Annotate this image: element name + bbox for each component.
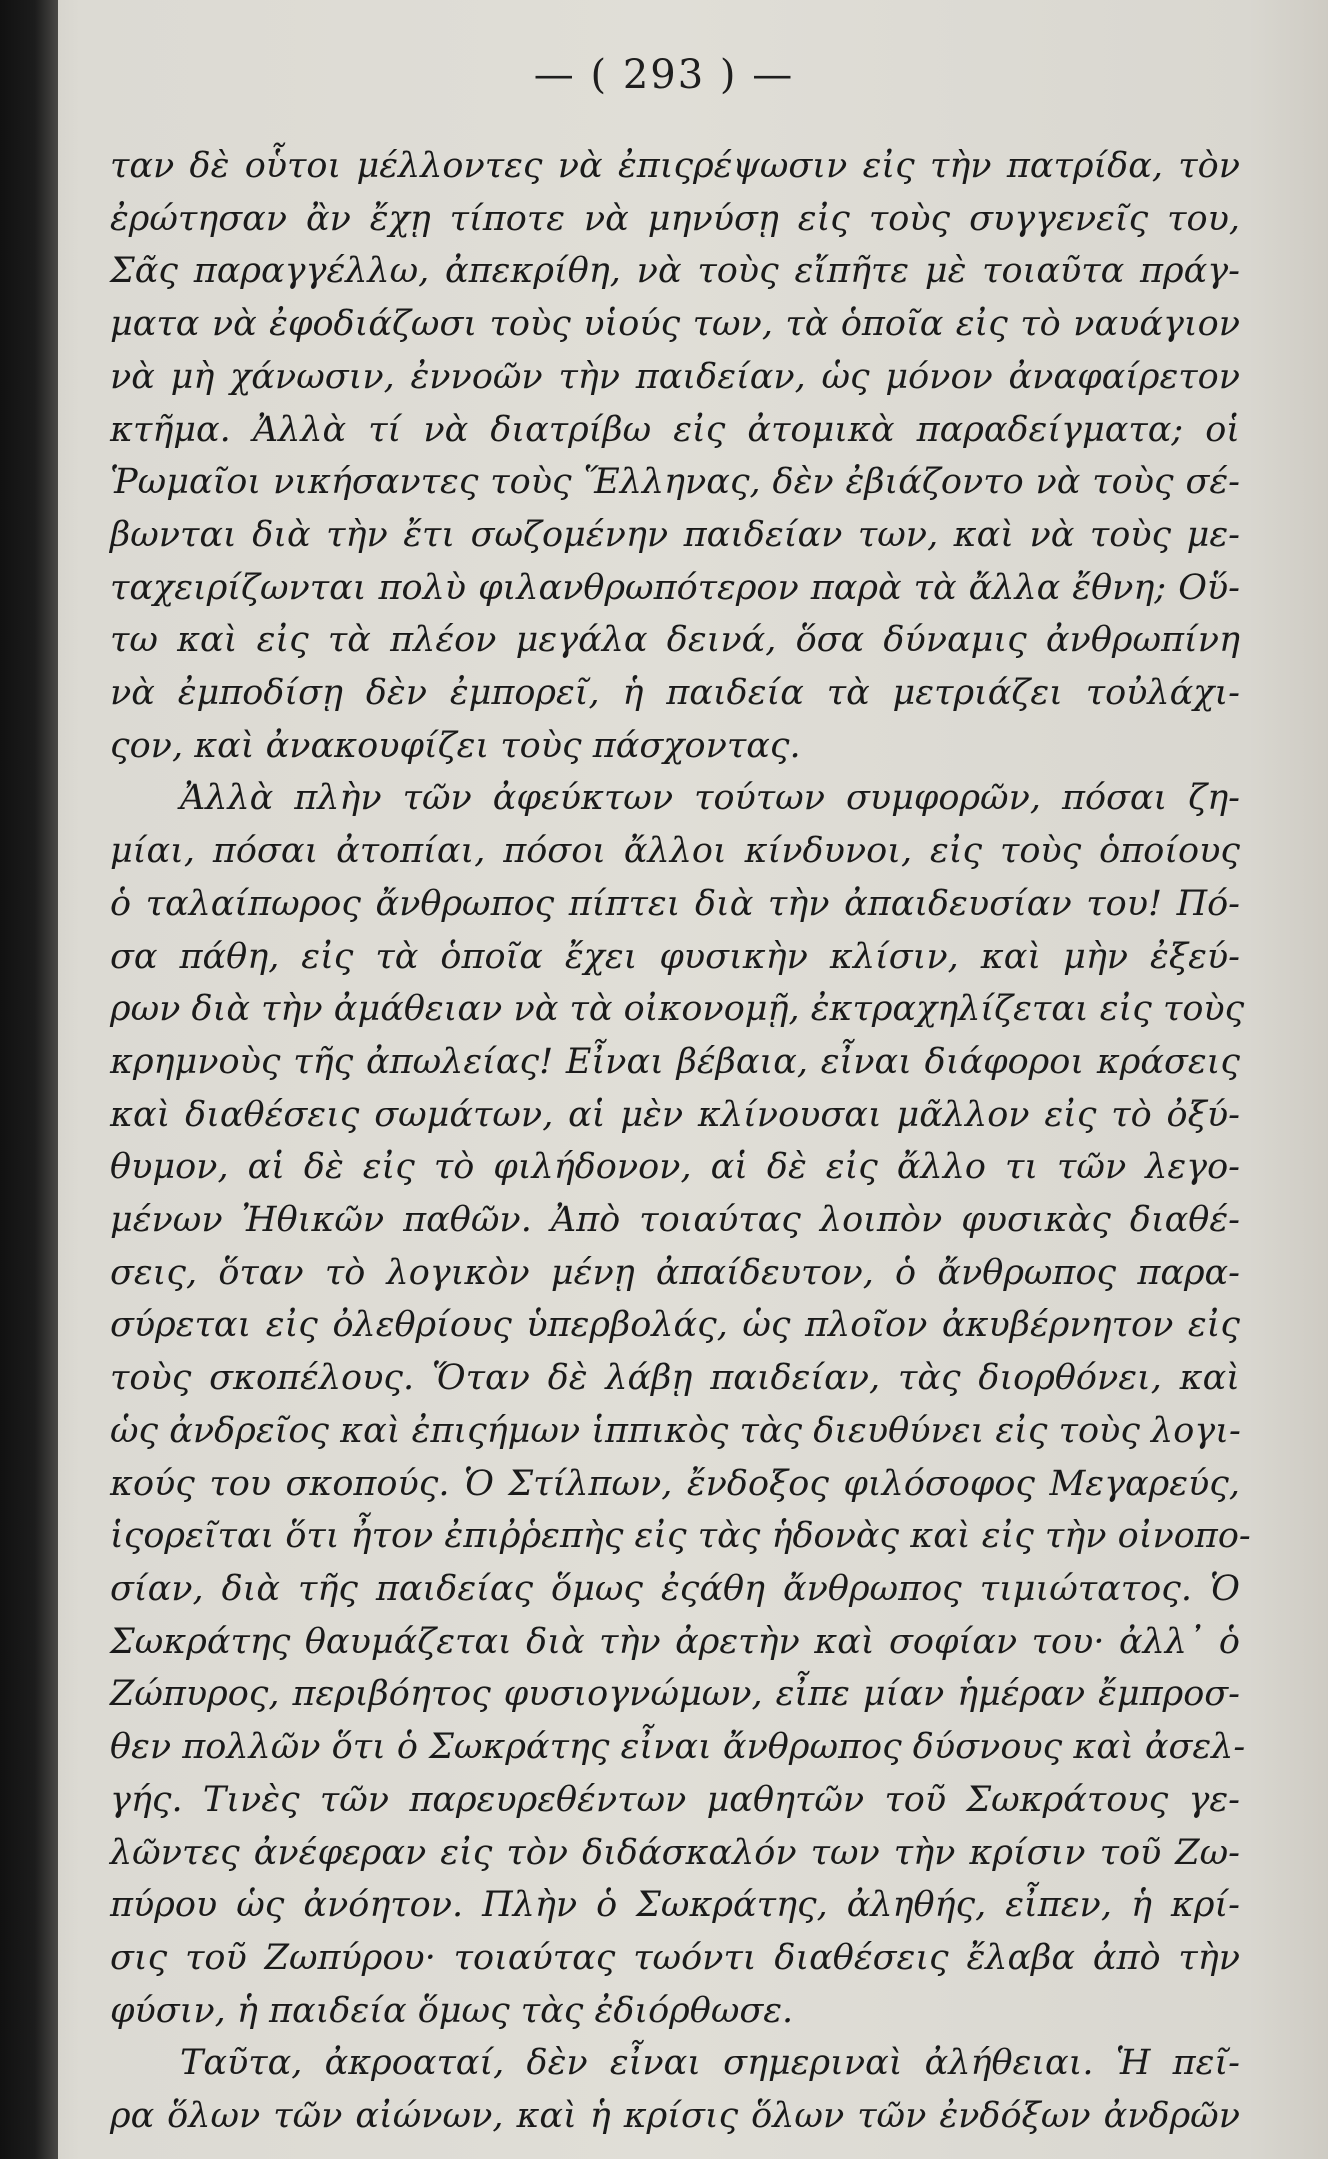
text-line: Ζώπυρος, περιβόητος φυσιογνώμων, εἶπε μίαν ἡμέραν ἔμπροσ- — [110, 1674, 1240, 1715]
text-line: ὡς ἀνδρεῖος καὶ ἐπιςήμων ἱππικὸς τὰς διευθύνει εἰς τοὺς λογι- — [110, 1410, 1241, 1451]
text-line: σίαν, διὰ τῆς παιδείας ὅμως ἐςάθη ἄνθρωπος τιμιώτατος. Ὁ — [110, 1568, 1240, 1609]
text-line: Σᾶς παραγγέλλω, ἀπεκρίθη, νὰ τοὺς εἴπῆτε μὲ τοιαῦτα πράγ- — [110, 251, 1240, 292]
text-line: ματα νὰ ἐφοδιάζωσι τοὺς υἱούς των, τὰ ὁποῖα εἰς τὸ ναυάγιον — [110, 304, 1240, 345]
text-line: νὰ μὴ χάνωσιν, ἐννοῶν τὴν παιδείαν, ὡς μόνον ἀναφαίρετον — [110, 356, 1240, 397]
text-line: σύρεται εἰς ὀλεθρίους ὑπερβολάς, ὡς πλοῖον ἀκυβέρνητον εἰς — [110, 1305, 1240, 1346]
text-line: νὰ ἐμποδίσῃ δὲν ἐμπορεῖ, ἡ παιδεία τὰ μετριάζει τοὐλάχι- — [110, 673, 1240, 714]
text-line: σεις, ὅταν τὸ λογικὸν μένῃ ἀπαίδευτον, ὁ ἄνθρωπος παρα- — [110, 1252, 1240, 1293]
text-line: σα πάθη, εἰς τὰ ὁποῖα ἔχει φυσικὴν κλίσιν, καὶ μὴν ἐξεύ- — [110, 936, 1240, 977]
paragraph-end-line: ςον, καὶ ἀνακουφίζει τοὺς πάσχοντας. — [110, 725, 801, 766]
paragraph-start-line: Ταῦτα, ἀκροαταί, δὲν εἶναι σημεριναὶ ἀλήθειαι. Ἡ πεῖ- — [180, 2043, 1240, 2084]
text-line: κτῆμα. Ἀλλὰ τί νὰ διατρίβω εἰς ἀτομικὰ παραδείγματα; οἱ — [110, 409, 1240, 450]
text-line: ὁ ταλαίπωρος ἄνθρωπος πίπτει διὰ τὴν ἀπαιδευσίαν του! Πό- — [110, 883, 1240, 924]
paragraph-end-line: φύσιν, ἡ παιδεία ὅμως τὰς ἐδιόρθωσε. — [110, 1990, 794, 2031]
text-line: ταχειρίζωνται πολὺ φιλανθρωπότερον παρὰ τὰ ἄλλα ἔθνη; Οὕ- — [110, 567, 1240, 608]
text-line: πύρου ὡς ἀνόητον. Πλὴν ὁ Σωκράτης, ἀληθής, εἶπεν, ἡ κρί- — [110, 1885, 1240, 1926]
text-line: τω καὶ εἰς τὰ πλέον μεγάλα δεινά, ὅσα δύναμις ἀνθρωπίνη — [110, 620, 1240, 661]
text-line: Ῥωμαῖοι νικήσαντες τοὺς Ἕλληνας, δὲν ἐβιάζοντο νὰ τοὺς σέ- — [110, 462, 1240, 503]
text-line: μένων Ἠθικῶν παθῶν. Ἀπὸ τοιαύτας λοιπὸν φυσικὰς διαθέ- — [110, 1200, 1240, 1241]
text-line: λῶντες ἀνέφεραν εἰς τὸν διδάσκαλόν των τὴν κρίσιν τοῦ Ζω- — [110, 1832, 1240, 1873]
text-line: ἱςορεῖται ὅτι ἦτον ἐπιῤῥεπὴς εἰς τὰς ἡδονὰς καὶ εἰς τὴν οἰνοπο- — [110, 1516, 1251, 1557]
text-line: καὶ διαθέσεις σωμάτων, αἱ μὲν κλίνουσαι μᾶλλον εἰς τὸ ὀξύ- — [110, 1094, 1240, 1135]
text-line: θεν πολλῶν ὅτι ὁ Σωκράτης εἶναι ἄνθρωπος δύσνους καὶ ἀσελ- — [110, 1727, 1246, 1768]
page-number-header: — ( 293 ) — — [533, 52, 795, 98]
text-line: γής. Τινὲς τῶν παρευρεθέντων μαθητῶν τοῦ Σωκράτους γε- — [110, 1779, 1240, 1820]
text-line: τοὺς σκοπέλους. Ὅταν δὲ λάβῃ παιδείαν, τὰς διορθόνει, καὶ — [110, 1358, 1240, 1399]
book-binding-edge — [0, 0, 58, 2159]
text-line: ρων διὰ τὴν ἀμάθειαν νὰ τὰ οἰκονομῇ, ἐκτραχηλίζεται εἰς τοὺς — [110, 989, 1245, 1030]
text-line: ἐρώτησαν ἂν ἔχῃ τίποτε νὰ μηνύσῃ εἰς τοὺς συγγενεῖς του, — [110, 198, 1240, 239]
text-line: Σωκράτης θαυμάζεται διὰ τὴν ἀρετὴν καὶ σοφίαν του· ἀλλ᾽ ὁ — [110, 1621, 1240, 1662]
text-line: βωνται διὰ τὴν ἔτι σωζομένην παιδείαν των, καὶ νὰ τοὺς με- — [110, 514, 1240, 555]
body-text — [110, 140, 1251, 2143]
text-line: ρα ὅλων τῶν αἰώνων, καὶ ἡ κρίσις ὅλων τῶν ἐνδόξων ἀνδρῶν — [110, 2096, 1240, 2137]
text-line: κούς του σκοπούς. Ὁ Στίλπων, ἔνδοξος φιλόσοφος Μεγαρεύς, — [110, 1463, 1240, 1504]
text-line: ταν δὲ οὗτοι μέλλοντες νὰ ἐπιςρέψωσιν εἰς τὴν πατρίδα, τὸν — [110, 146, 1240, 186]
paragraph-start-line: Ἀλλὰ πλὴν τῶν ἀφεύκτων τούτων συμφορῶν, πόσαι ζη- — [180, 778, 1240, 819]
text-line: θυμον, αἱ δὲ εἰς τὸ φιλήδονον, αἱ δὲ εἰς ἄλλο τι τῶν λεγο- — [110, 1147, 1240, 1188]
text-line: σις τοῦ Ζωπύρου· τοιαύτας τωόντι διαθέσεις ἔλαβα ἀπὸ τὴν — [110, 1937, 1240, 1978]
text-line: μίαι, πόσαι ἀτοπίαι, πόσοι ἄλλοι κίνδυνοι, εἰς τοὺς ὁποίους — [110, 831, 1240, 872]
text-line: κρημνοὺς τῆς ἀπωλείας! Εἶναι βέβαια, εἶναι διάφοροι κράσεις — [110, 1041, 1240, 1082]
